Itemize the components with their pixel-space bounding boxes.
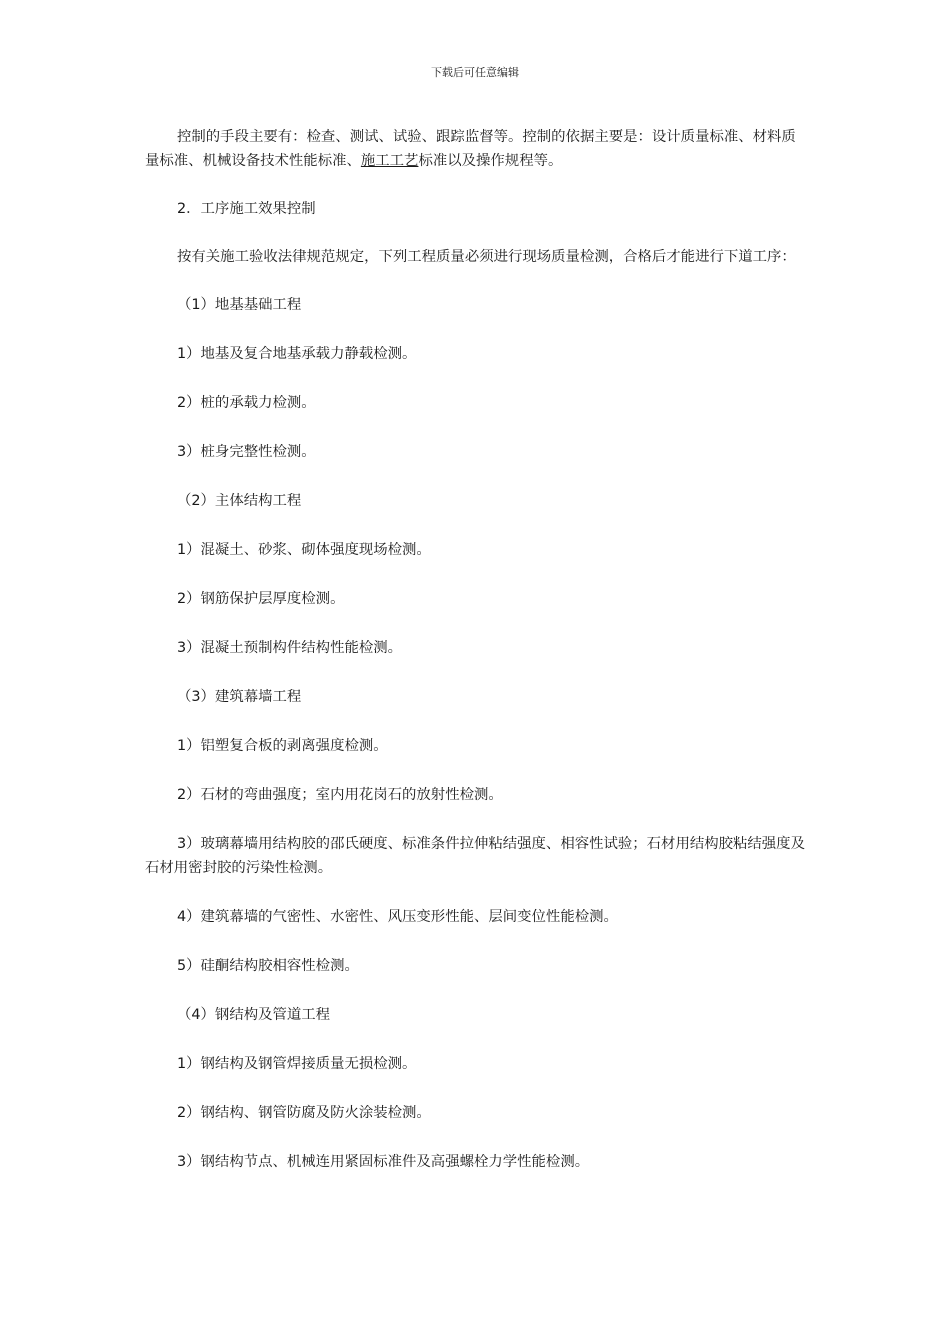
list-item: 2）桩的承载力检测。 bbox=[177, 395, 316, 411]
subsection-heading: （1）地基基础工程 bbox=[177, 297, 302, 313]
list-item: 3）混凝土预制构件结构性能检测。 bbox=[177, 640, 403, 656]
list-item: 1）铝塑复合板的剥离强度检测。 bbox=[177, 738, 388, 754]
subsection-heading: （4）钢结构及管道工程 bbox=[177, 1007, 331, 1023]
document-body bbox=[145, 125, 805, 1174]
list-item: 5）硅酮结构胶相容性检测。 bbox=[177, 958, 359, 974]
section-heading: 2．工序施工效果控制 bbox=[177, 201, 316, 217]
list-item: 1）地基及复合地基承载力静载检测。 bbox=[177, 346, 417, 362]
page-header: 下载后可任意编辑 bbox=[431, 66, 519, 79]
list-item: 3）桩身完整性检测。 bbox=[177, 444, 316, 460]
list-item: 1）混凝土、砂浆、砌体强度现场检测。 bbox=[177, 542, 431, 558]
construction-process-link[interactable]: 施工工艺 bbox=[360, 153, 419, 169]
list-item: 2）钢筋保护层厚度检测。 bbox=[177, 591, 345, 607]
paragraph-text: 控制的手段主要有：检查、测试、试验、跟踪监督等。控制的依据主要是：设计质量标准、材料质量标准、机械设备技术性能标准、 bbox=[145, 129, 796, 169]
list-item: 2）钢结构、钢管防腐及防火涂装检测。 bbox=[177, 1105, 431, 1121]
list-item: 4）建筑幕墙的气密性、水密性、风压变形性能、层间变位性能检测。 bbox=[177, 909, 618, 925]
paragraph-control-basis bbox=[145, 125, 805, 173]
paragraph-inspection-intro: 按有关施工验收法律规范规定，下列工程质量必须进行现场质量检测，合格后才能进行下道工序： bbox=[177, 249, 796, 265]
list-item: 3）玻璃幕墙用结构胶的邵氏硬度、标准条件拉伸粘结强度、相容性试验；石材用结构胶粘结强度及石材用密封胶的污染性检测。 bbox=[145, 836, 805, 876]
list-item: 3）钢结构节点、机械连用紧固标准件及高强螺栓力学性能检测。 bbox=[177, 1154, 590, 1170]
subsection-heading: （2）主体结构工程 bbox=[177, 493, 302, 509]
list-item: 1）钢结构及钢管焊接质量无损检测。 bbox=[177, 1056, 417, 1072]
subsection-heading: （3）建筑幕墙工程 bbox=[177, 689, 302, 705]
paragraph-text: 标准以及操作规程等。 bbox=[418, 153, 563, 169]
list-item: 2）石材的弯曲强度；室内用花岗石的放射性检测。 bbox=[177, 787, 503, 803]
